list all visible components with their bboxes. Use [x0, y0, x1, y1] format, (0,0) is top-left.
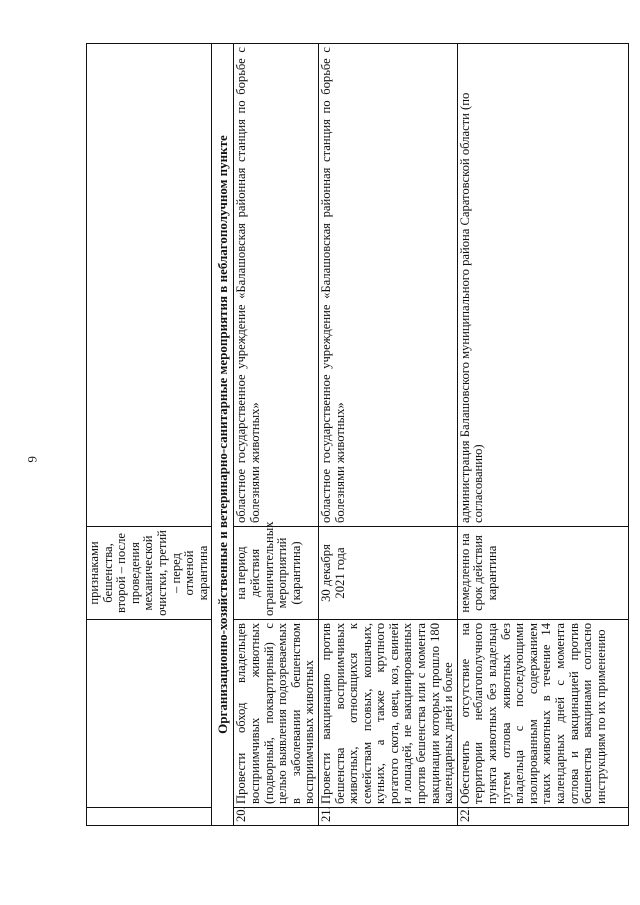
rotated-table-wrapper — [86, 44, 608, 826]
section-heading-row — [212, 44, 234, 826]
row-number — [87, 808, 212, 826]
page-number: 6 — [25, 456, 40, 463]
responsible-cell: администрация Балашовского муниципального района Саратовской области (по согласованию) — [457, 44, 628, 527]
table-row — [87, 44, 212, 826]
section-heading: Организационно-хозяйственные и ветеринарно-санитарные мероприятия в неблагополучном пункте — [212, 44, 234, 826]
responsible-cell — [87, 44, 212, 527]
measure-cell: Провести обход владельцев восприимчивых животных (подворный, поквартирный) с целью выявления подозреваемых в заболевании бешенством восприимчивых животных — [234, 620, 319, 808]
table-row — [318, 44, 457, 826]
row-number: 22. — [457, 808, 628, 826]
deadline-cell: немедленно на срок действия карантина — [457, 527, 628, 620]
row-number: 21. — [318, 808, 457, 826]
responsible-cell: областное государственное учреждение «Балашовская районная станция по борьбе с болезнями животных» — [234, 44, 319, 527]
deadline-cell: на период действия ограничительных мероприятий (карантина) — [234, 527, 319, 620]
deadline-cell: 30 декабря 2021 года — [318, 527, 457, 620]
row-number: 20. — [234, 808, 319, 826]
table-row — [457, 44, 628, 826]
measure-cell: Обеспечить отсутствие на территории неблагополучного пункта животных без владельца путем отлова животных без владельца с последующими изолированным содержанием таких животных в течение 14 календарных дней с момента отлова и вакцинацией против бешенства вакцинами согласно инструкциям по их применению — [457, 620, 628, 808]
table-row — [234, 44, 319, 826]
measure-cell — [87, 620, 212, 808]
measures-table — [86, 43, 629, 826]
measure-cell: Провести вакцинацию против бешенства восприимчивых животных, относящихся к семействам псовых, кошачьих, куньих, а также крупного рогатого скота, овец, коз, свиней и лошадей, не вакцинированных против бешенства или с момента вакцинации которых прошло 180 календарных дней и более — [318, 620, 457, 808]
responsible-cell: областное государственное учреждение «Балашовская районная станция по борьбе с болезнями животных» — [318, 44, 457, 527]
deadline-cell: признаками бешенства, второй – после проведения механической очистки, третий – перед отменой карантина — [87, 527, 212, 620]
